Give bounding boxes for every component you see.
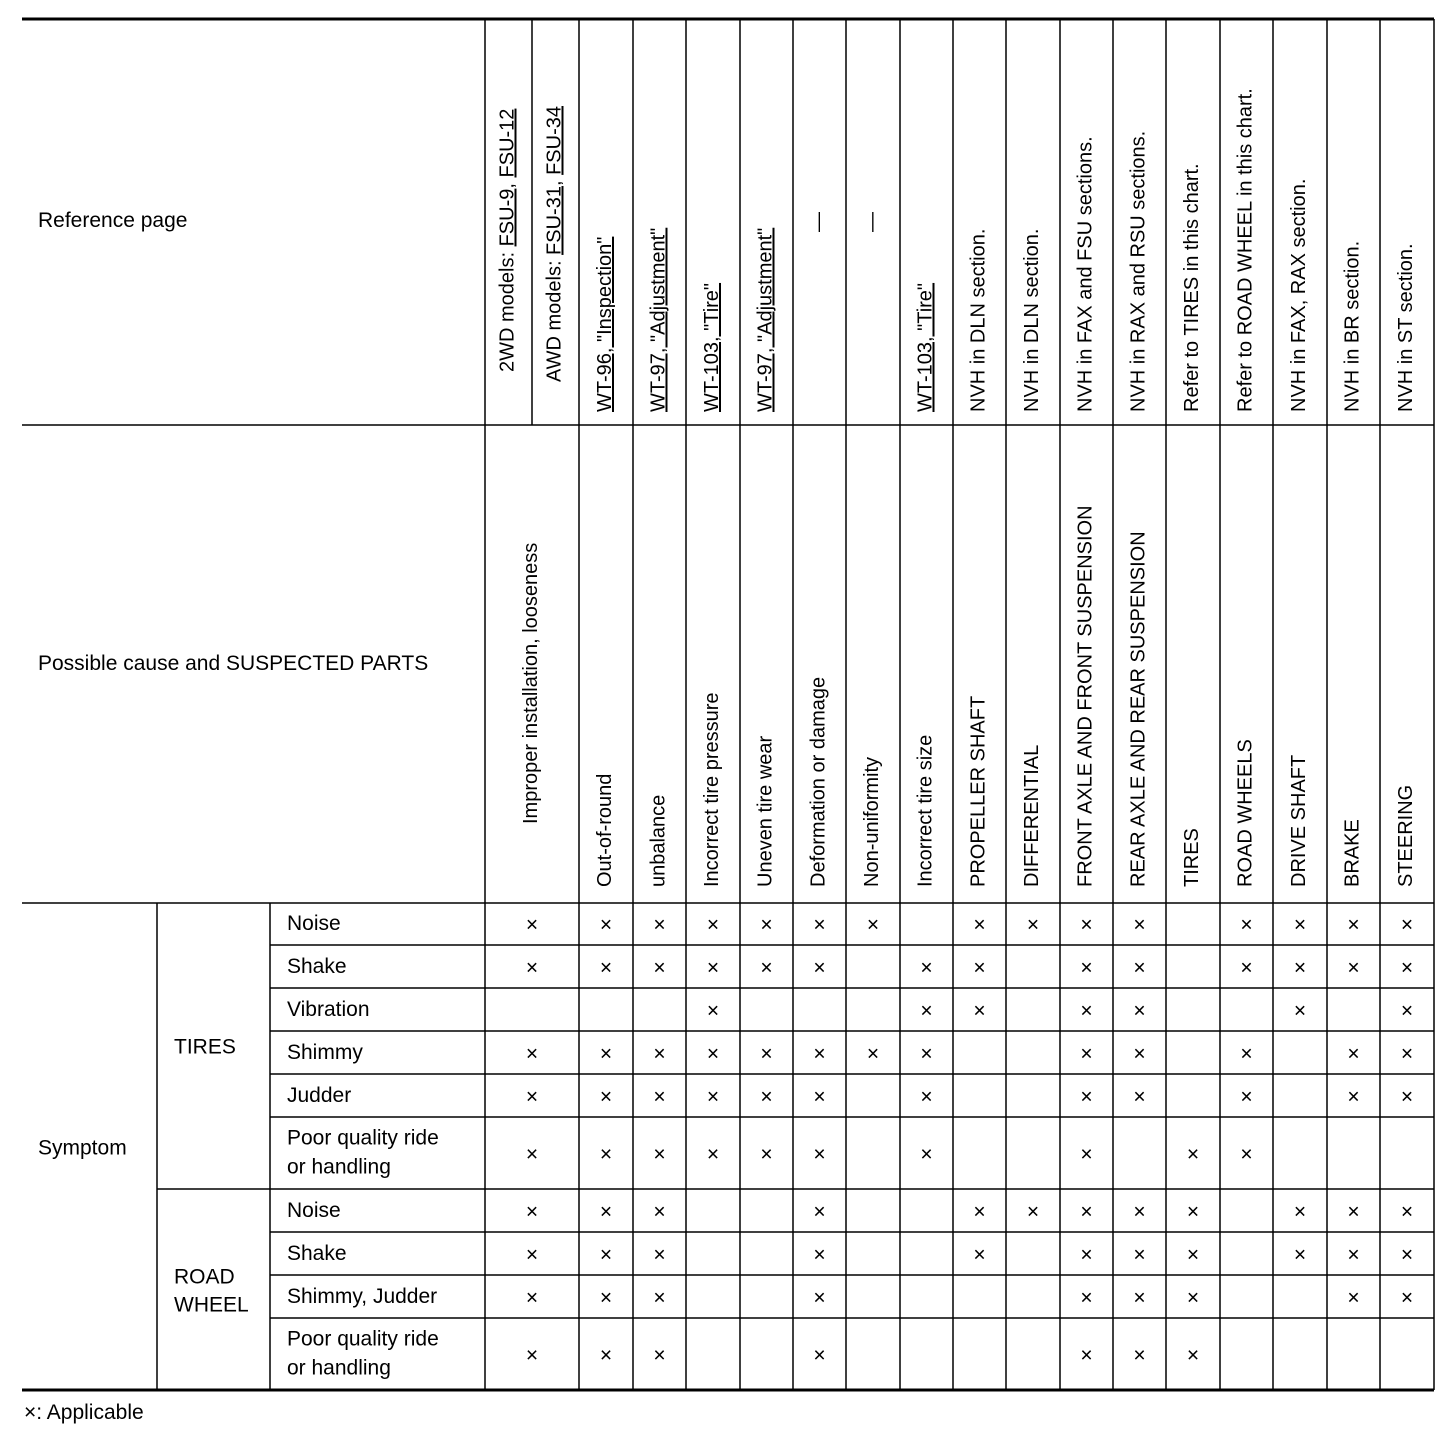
- applicable-mark: ×: [1347, 1243, 1360, 1267]
- suspected-part-11: [1075, 505, 1097, 887]
- applicable-mark: ×: [973, 999, 986, 1023]
- applicable-mark: ×: [1240, 913, 1253, 937]
- applicable-mark: ×: [1186, 1286, 1200, 1310]
- suspected-part-14-part: ROAD WHEELS: [1234, 739, 1257, 887]
- reference-2wd-models-part: ,: [496, 177, 519, 189]
- applicable-mark: ×: [1080, 1085, 1093, 1109]
- applicable-mark: ×: [1400, 1286, 1414, 1310]
- reference-col-14-part: NVH in FAX, RAX section.: [1288, 178, 1311, 412]
- applicable-mark: ×: [1240, 1042, 1253, 1066]
- group-name-1: TIRES: [174, 1035, 236, 1059]
- applicable-mark: ×: [1080, 913, 1093, 937]
- applicable-mark: ×: [1400, 956, 1414, 980]
- applicable-mark: ×: [599, 1200, 613, 1224]
- symptom-row-label: Judder: [287, 1084, 352, 1107]
- applicable-mark: ×: [706, 1143, 720, 1166]
- reference-col-10: [1075, 136, 1097, 412]
- applicable-mark: ×: [525, 1286, 539, 1310]
- applicable-mark: ×: [920, 999, 933, 1023]
- applicable-mark: ×: [813, 1243, 826, 1267]
- applicable-mark: ×: [1080, 1344, 1093, 1367]
- applicable-mark: ×: [866, 1042, 880, 1066]
- suspected-part-12-part: REAR AXLE AND REAR SUSPENSION: [1127, 531, 1150, 887]
- applicable-mark: ×: [599, 1243, 613, 1267]
- applicable-mark: ×: [1133, 999, 1146, 1023]
- applicable-mark: ×: [760, 1042, 773, 1066]
- reference-col-13-part: Refer to ROAD WHEEL in this chart.: [1234, 88, 1257, 412]
- reference-col-11: [1128, 131, 1150, 412]
- applicable-mark: ×: [599, 956, 613, 980]
- reference-col-9: [1021, 229, 1043, 412]
- reference-col-16-part: NVH in ST section.: [1395, 243, 1418, 412]
- applicable-mark: ×: [1347, 1085, 1360, 1109]
- symptom-row-label: Poor quality ride: [287, 1327, 439, 1351]
- applicable-mark: ×: [813, 1085, 826, 1109]
- applicable-mark: ×: [760, 1143, 773, 1166]
- suspected-part-5-part: Uneven tire wear: [754, 735, 777, 887]
- reference-awd-models-part: ,: [543, 174, 566, 187]
- applicable-mark: ×: [525, 1085, 539, 1109]
- applicable-mark: ×: [1026, 913, 1040, 937]
- applicable-mark: ×: [920, 1143, 933, 1166]
- applicable-mark: ×: [1347, 1042, 1360, 1066]
- suspected-part-5: [755, 735, 777, 887]
- suspected-part-7: [861, 757, 883, 887]
- reference-col-9-part: NVH in DLN section.: [1021, 228, 1044, 412]
- reference-col-1-part[interactable]: WT-96, "Inspection": [594, 236, 617, 412]
- applicable-mark: ×: [1240, 956, 1253, 980]
- applicable-mark: ×: [760, 1085, 773, 1109]
- reference-col-6-part: —: [861, 212, 884, 232]
- applicable-mark: ×: [1186, 1200, 1200, 1224]
- symptom-label: Symptom: [38, 1136, 127, 1160]
- symptom-row-label: Noise: [287, 1199, 341, 1222]
- suspected-part-4: [701, 692, 723, 887]
- reference-col-5-part: —: [807, 212, 830, 232]
- applicable-mark: ×: [1240, 1143, 1253, 1166]
- applicable-mark: ×: [653, 1085, 666, 1109]
- suspected-part-12: [1128, 531, 1150, 887]
- reference-2wd-models-part: 2WD models:: [496, 246, 519, 372]
- applicable-mark: ×: [760, 913, 773, 937]
- applicable-mark: ×: [1026, 1200, 1040, 1224]
- applicable-mark: ×: [1080, 1042, 1093, 1066]
- applicable-mark: ×: [599, 1085, 613, 1109]
- applicable-mark: ×: [973, 1200, 986, 1224]
- group-name-2: ROAD: [174, 1265, 235, 1289]
- suspected-part-13: [1181, 828, 1203, 887]
- applicable-mark: ×: [1293, 1243, 1307, 1267]
- applicable-mark: ×: [599, 1143, 613, 1166]
- suspected-part-2: [594, 774, 616, 887]
- applicable-mark: ×: [525, 1143, 539, 1166]
- reference-col-4-part[interactable]: WT-97, "Adjustment": [754, 227, 777, 412]
- applicable-mark: ×: [706, 999, 720, 1023]
- reference-col-4: [755, 228, 777, 412]
- applicable-mark: ×: [525, 1344, 539, 1367]
- reference-col-15: [1342, 241, 1364, 412]
- suspected-part-15-part: DRIVE SHAFT: [1288, 754, 1311, 887]
- applicable-mark: ×: [1133, 956, 1146, 980]
- suspected-part-16-part: BRAKE: [1341, 819, 1364, 887]
- applicable-mark: ×: [920, 1042, 933, 1066]
- applicable-mark: ×: [1347, 913, 1360, 937]
- reference-col-10-part: NVH in FAX and FSU sections.: [1074, 136, 1097, 412]
- applicable-mark: ×: [1080, 1143, 1093, 1166]
- symptom-row-label: Shake: [287, 1242, 347, 1265]
- reference-col-2: [648, 228, 670, 412]
- applicable-mark: ×: [813, 913, 826, 937]
- reference-col-3: [701, 283, 723, 412]
- applicable-mark: ×: [1293, 956, 1307, 980]
- applicable-mark: ×: [599, 1344, 613, 1367]
- reference-col-1: [594, 237, 616, 412]
- symptom-row-label: Poor quality ride: [287, 1126, 439, 1150]
- reference-col-13: [1235, 88, 1257, 412]
- applicable-mark: ×: [813, 956, 826, 980]
- reference-col-8: [968, 229, 990, 412]
- legend-applicable: ×: Applicable: [24, 1401, 144, 1424]
- suspected-part-15: [1288, 755, 1310, 887]
- suspected-part-7-part: Non-uniformity: [861, 756, 884, 887]
- reference-col-7-part[interactable]: WT-103, "Tire": [914, 282, 937, 412]
- applicable-mark: ×: [1080, 956, 1093, 980]
- reference-col-7: [915, 283, 937, 412]
- applicable-mark: ×: [1080, 999, 1093, 1023]
- reference-col-6: [861, 212, 883, 232]
- applicable-mark: ×: [1400, 913, 1414, 937]
- applicable-mark: ×: [706, 956, 720, 980]
- reference-col-8-part: NVH in DLN section.: [967, 228, 990, 412]
- applicable-mark: ×: [760, 956, 773, 980]
- applicable-mark: ×: [653, 1344, 666, 1367]
- reference-col-12: [1181, 163, 1203, 412]
- suspected-part-9-part: PROPELLER SHAFT: [967, 695, 990, 887]
- applicable-mark: ×: [653, 913, 666, 937]
- applicable-mark: ×: [653, 1286, 666, 1310]
- applicable-mark: ×: [599, 913, 613, 937]
- applicable-mark: ×: [866, 913, 880, 937]
- applicable-mark: ×: [1347, 1286, 1360, 1310]
- applicable-mark: ×: [1400, 1042, 1414, 1066]
- applicable-mark: ×: [813, 1200, 826, 1224]
- applicable-mark: ×: [653, 1200, 666, 1224]
- reference-page-label: Reference page: [38, 209, 188, 232]
- applicable-mark: ×: [1080, 1286, 1093, 1310]
- applicable-mark: ×: [1400, 999, 1414, 1023]
- suspected-part-9: [968, 696, 990, 887]
- reference-col-12-part: Refer to TIRES in this chart.: [1181, 163, 1204, 412]
- applicable-mark: ×: [1400, 1243, 1414, 1267]
- applicable-mark: ×: [1133, 1200, 1146, 1224]
- suspected-part-8: [915, 735, 937, 887]
- applicable-mark: ×: [813, 1286, 826, 1310]
- suspected-part-16: [1342, 819, 1364, 887]
- applicable-mark: ×: [1133, 913, 1146, 937]
- applicable-mark: ×: [1186, 1143, 1200, 1166]
- applicable-mark: ×: [1133, 1042, 1146, 1066]
- applicable-mark: ×: [653, 1243, 666, 1267]
- applicable-mark: ×: [1133, 1243, 1146, 1267]
- suspected-part-6: [808, 677, 830, 887]
- applicable-mark: ×: [653, 1143, 666, 1166]
- applicable-mark: ×: [813, 1143, 826, 1166]
- applicable-mark: ×: [813, 1042, 826, 1066]
- applicable-mark: ×: [1186, 1243, 1200, 1267]
- applicable-mark: ×: [1080, 1200, 1093, 1224]
- applicable-mark: ×: [525, 913, 539, 937]
- suspected-part-10-part: DIFFERENTIAL: [1021, 744, 1044, 887]
- reference-col-16: [1395, 243, 1417, 412]
- suspected-part-3: [648, 795, 670, 887]
- reference-col-15-part: NVH in BR section.: [1341, 240, 1364, 412]
- reference-awd-models: [544, 106, 566, 382]
- suspected-part-17: [1395, 785, 1417, 887]
- suspected-part-1: [520, 543, 542, 824]
- applicable-mark: ×: [599, 1042, 613, 1066]
- reference-col-2-part[interactable]: WT-97, "Adjustment": [647, 227, 670, 412]
- reference-awd-models-part[interactable]: FSU-31: [543, 186, 566, 255]
- symptom-row-label: Noise: [287, 912, 341, 935]
- applicable-mark: ×: [1186, 1344, 1200, 1367]
- applicable-mark: ×: [706, 1042, 720, 1066]
- reference-col-5: [808, 212, 830, 232]
- applicable-mark: ×: [653, 1042, 666, 1066]
- reference-awd-models-part[interactable]: FSU-34: [543, 106, 566, 175]
- symptom-row-label: or handling: [287, 1356, 391, 1380]
- applicable-mark: ×: [525, 1243, 539, 1267]
- suspected-part-2-part: Out-of-round: [594, 773, 617, 887]
- applicable-mark: ×: [973, 956, 986, 980]
- symptom-row-label: Shimmy, Judder: [287, 1285, 438, 1308]
- applicable-mark: ×: [525, 1042, 539, 1066]
- symptom-row-label: Vibration: [287, 998, 370, 1021]
- applicable-mark: ×: [706, 1085, 720, 1109]
- applicable-mark: ×: [525, 1200, 539, 1224]
- applicable-mark: ×: [525, 956, 539, 980]
- reference-2wd-models-part[interactable]: FSU-9: [496, 188, 519, 247]
- applicable-mark: ×: [920, 956, 933, 980]
- applicable-mark: ×: [1133, 1286, 1146, 1310]
- applicable-mark: ×: [706, 913, 720, 937]
- applicable-mark: ×: [1293, 913, 1307, 937]
- group-name-2: WHEEL: [174, 1293, 249, 1317]
- suspected-part-17-part: STEERING: [1395, 784, 1418, 887]
- applicable-mark: ×: [1240, 1085, 1253, 1109]
- suspected-part-11-part: FRONT AXLE AND FRONT SUSPENSION: [1074, 505, 1097, 887]
- suspected-part-14: [1235, 739, 1257, 887]
- applicable-mark: ×: [1347, 1200, 1360, 1224]
- reference-col-3-part[interactable]: WT-103, "Tire": [701, 282, 724, 412]
- applicable-mark: ×: [1080, 1243, 1093, 1267]
- applicable-mark: ×: [920, 1085, 933, 1109]
- applicable-mark: ×: [1400, 1085, 1414, 1109]
- applicable-mark: ×: [973, 913, 986, 937]
- suspected-part-1-part: Improper installation, looseness: [520, 542, 543, 824]
- possible-cause-label: Possible cause and SUSPECTED PARTS: [38, 652, 429, 675]
- symptom-row-label: Shimmy: [287, 1041, 363, 1064]
- applicable-mark: ×: [1347, 956, 1360, 980]
- reference-2wd-models-part[interactable]: FSU-12: [496, 108, 519, 178]
- symptom-row-label: or handling: [287, 1155, 391, 1179]
- applicable-mark: ×: [599, 1286, 613, 1310]
- suspected-part-4-part: Incorrect tire pressure: [701, 692, 724, 887]
- suspected-part-8-part: Incorrect tire size: [914, 734, 937, 887]
- reference-2wd-models: [497, 109, 519, 372]
- reference-awd-models-part: AWD models:: [543, 254, 566, 382]
- applicable-mark: ×: [973, 1243, 986, 1267]
- applicable-mark: ×: [1133, 1344, 1146, 1367]
- applicable-mark: ×: [1133, 1085, 1146, 1109]
- reference-col-14: [1288, 179, 1310, 412]
- suspected-part-13-part: TIRES: [1181, 828, 1204, 887]
- suspected-part-6-part: Deformation or damage: [807, 676, 830, 887]
- suspected-part-3-part: unbalance: [647, 794, 670, 887]
- applicable-mark: ×: [813, 1344, 826, 1367]
- symptom-row-label: Shake: [287, 955, 347, 978]
- applicable-mark: ×: [1293, 999, 1307, 1023]
- suspected-part-10: [1021, 745, 1043, 887]
- reference-col-11-part: NVH in RAX and RSU sections.: [1127, 130, 1150, 412]
- applicable-mark: ×: [653, 956, 666, 980]
- applicable-mark: ×: [1293, 1200, 1307, 1224]
- applicable-mark: ×: [1400, 1200, 1414, 1224]
